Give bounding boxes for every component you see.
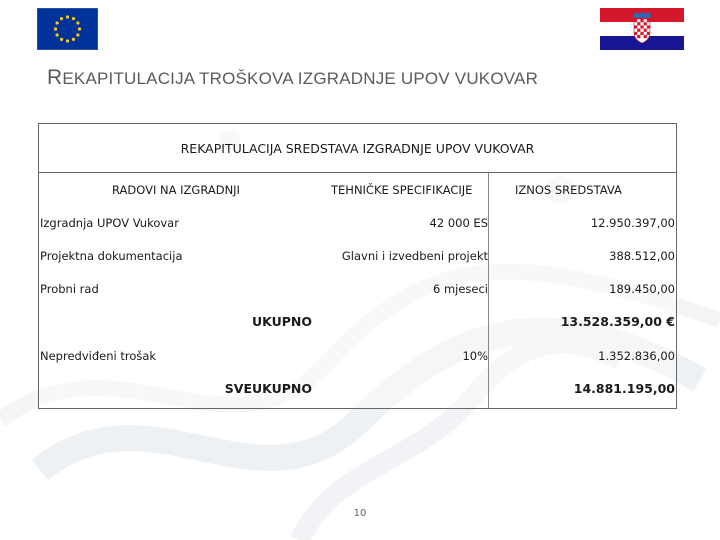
croatia-flag-icon [600, 8, 684, 50]
eu-flag-icon [37, 8, 98, 50]
row-item: Izgradnja UPOV Vukovar [40, 216, 179, 230]
column-header-specs: TEHNIČKE SPECIFIKACIJE [331, 183, 473, 197]
page-title [47, 66, 538, 90]
row-amount: 189.450,00 [609, 282, 675, 296]
row-item: Projektna dokumentacija [40, 249, 183, 263]
total-label: SVEUKUPNO [224, 381, 312, 396]
row-spec: Glavni i izvedbeni projekt [341, 249, 488, 263]
page-title-initial: R [47, 66, 63, 89]
column-header-works: RADOVI NA IZGRADNJI [112, 183, 240, 197]
column-header-amount: IZNOS SREDSTAVA [515, 183, 622, 197]
recap-table [38, 123, 677, 409]
contingency-item: Nepredviđeni trošak [40, 349, 157, 363]
page-number: 10 [353, 508, 367, 519]
subtotal-amount: 13.528.359,00 € [560, 314, 675, 329]
coat-of-arms-icon [633, 12, 651, 44]
table-caption: REKAPITULACIJA SREDSTAVA IZGRADNJE UPOV VUKOVAR [39, 124, 676, 173]
subtotal-label: UKUPNO [251, 314, 312, 329]
row-amount: 388.512,00 [609, 249, 675, 263]
contingency-amount: 1.352.836,00 [598, 349, 675, 363]
row-item: Probni rad [40, 282, 99, 296]
page-title-rest: EKAPITULACIJA TROŠKOVA IZGRADNJE UPOV VUKOVAR [62, 69, 539, 88]
contingency-spec: 10% [462, 349, 488, 363]
row-amount: 12.950.397,00 [590, 216, 675, 230]
row-spec: 6 mjeseci [432, 282, 488, 296]
column-divider [488, 172, 489, 408]
row-spec: 42 000 ES [429, 216, 488, 230]
total-amount: 14.881.195,00 [573, 381, 675, 396]
